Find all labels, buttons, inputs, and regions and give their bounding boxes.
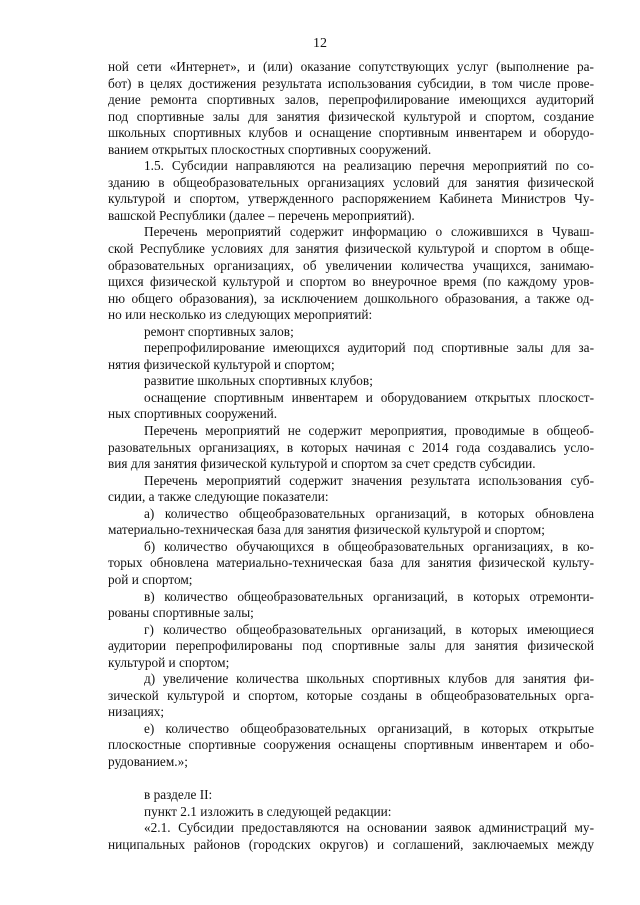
text-line: Перечень мероприятий не содержит мероприятия, проводимые в общеоб- <box>144 423 594 439</box>
text-line: 1.5. Субсидии направляются на реализацию перечня мероприятий по со- <box>144 158 594 174</box>
text-line: а) количество общеобразовательных организаций, в которых обновлена <box>144 505 594 521</box>
text-line: вия для занятия физической культурой и спортом за счет средств субсидии. <box>108 456 536 472</box>
text-line: в) количество общеобразовательных организаций, в которых отремонти- <box>144 588 594 604</box>
text-line: развитие школьных спортивных клубов; <box>144 373 373 389</box>
text-line: ной сети «Интернет», и (или) оказание сопутствующих услуг (выполнение ра- <box>108 59 594 74</box>
text-line: щихся физической культурой и спортом во внеурочное время (по каждому уров- <box>108 274 594 290</box>
text-line: ванием открытых плоскостных спортивных сооружений. <box>108 141 432 157</box>
text-line: культурой и спортом, утвержденного распоряжением Кабинета Министров Чу- <box>108 191 594 207</box>
text-line: ных спортивных сооружений. <box>108 406 278 422</box>
text-line: сидии, а также следующие показатели: <box>108 489 329 505</box>
text-line: ской Республике условиях для занятия физической культурой и спортом в обще- <box>108 241 594 257</box>
text-line: образовательных организациях, об увеличении количества учащихся, занимаю- <box>108 257 594 273</box>
text-line: Перечень мероприятий содержит значения результата использования суб- <box>144 472 594 488</box>
text-line: «2.1. Субсидии предоставляются на основании заявок администраций му- <box>144 820 594 836</box>
text-line: б) количество обучающихся в общеобразовательных организациях, в ко- <box>144 538 594 554</box>
text-line: разовательных организациях, в которых начиная с 2014 года создавались усло- <box>108 439 594 455</box>
text-line: плоскостные спортивные сооружения оснащены спортивным инвентарем и обо- <box>108 737 594 753</box>
text-line: г) количество общеобразовательных организаций, в которых имеющиеся <box>144 621 594 637</box>
text-line: оснащение спортивным инвентарем и оборудованием открытых плоскост- <box>144 389 594 405</box>
text-line: низациях; <box>108 704 165 720</box>
text-line: под спортивные залы для занятия физической культурой и спортом, создание <box>108 108 594 124</box>
text-line <box>108 771 594 788</box>
text-line: школьных спортивных клубов и оснащение спортивным инвентарем и оборудо- <box>108 125 594 141</box>
text-line: ниципальных районов (городских округов) и соглашений, заключаемых между <box>108 836 594 852</box>
text-line: вашской Республики (далее – перечень мероприятий). <box>108 207 415 223</box>
text-line: рованы спортивные залы; <box>108 605 254 621</box>
text-line: рудованием.»; <box>108 753 188 769</box>
text-line: материально-техническая база для занятия физической культурой и спортом; <box>108 522 545 538</box>
text-line: нятия физической культурой и спортом; <box>108 356 335 372</box>
text-line: зической культурой и спортом, которые созданы в общеобразовательных орга- <box>108 687 594 703</box>
text-line: дение ремонта спортивных залов, перепрофилирование имеющихся аудиторий <box>108 92 594 108</box>
text-line: е) количество общеобразовательных организаций, в которых открытые <box>144 720 594 736</box>
text-line: культурой и спортом; <box>108 654 230 670</box>
text-line: торых обновлена материально-техническая база для занятия физической культу- <box>108 555 594 571</box>
page-number: 12 <box>313 36 327 51</box>
text-line: перепрофилирование имеющихся аудиторий под спортивные залы для за- <box>144 340 594 356</box>
text-line: ню общего образования), за исключением дошкольного образования, а также од- <box>108 290 594 306</box>
text-line: Перечень мероприятий содержит информацию о сложившихся в Чуваш- <box>144 224 594 240</box>
text-line: рой и спортом; <box>108 571 193 587</box>
text-line: в разделе II: <box>144 787 213 803</box>
text-line: зданию в общеобразовательных организациях условий для занятия физической <box>108 174 594 190</box>
text-line: ремонт спортивных залов; <box>144 323 294 339</box>
text-line: бот) в целях достижения результата использования субсидии, в том числе прове- <box>108 75 594 91</box>
text-line: но или несколько из следующих мероприятий: <box>108 307 373 323</box>
text-line: пункт 2.1 изложить в следующей редакции: <box>144 803 392 819</box>
text-line: д) увеличение количества школьных спортивных клубов для занятия фи- <box>144 671 594 687</box>
text-line: аудитории перепрофилированы под спортивные залы для занятия физической <box>108 638 594 654</box>
document-body <box>108 59 594 853</box>
